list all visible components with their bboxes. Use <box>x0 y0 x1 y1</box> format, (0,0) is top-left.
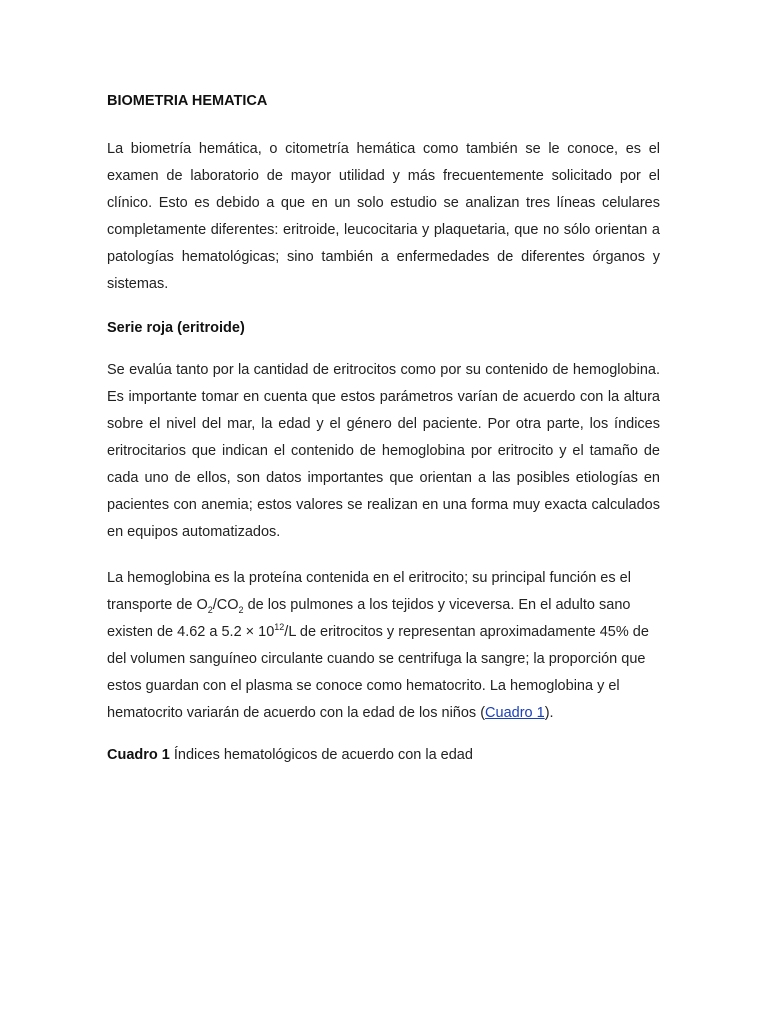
table-caption-label: Cuadro 1 <box>107 747 170 763</box>
intro-paragraph: La biometría hemática, o citometría hemática como también se le conoce, es el examen de laboratorio de mayor utilidad y más frecuentemente solicitado por el clínico. Esto es debido a que en un solo estudio se analizan tres líneas celulares completamente diferentes: eritroide, leucocitaria y plaquetaria, que no sólo orientan a patologías hematológicas; sino también a enfermedades de diferentes órganos y sistemas. <box>107 141 660 292</box>
section-heading: Serie roja (eritroide) <box>107 320 245 336</box>
o2-subscript: 2 <box>207 604 213 615</box>
hemoglobin-text-2: /CO <box>212 597 239 613</box>
exponent-superscript: 12 <box>274 622 285 633</box>
table-caption-text: Índices hematológicos de acuerdo con la edad <box>169 747 473 763</box>
hemoglobin-paragraph <box>107 565 660 727</box>
cuadro-1-link[interactable]: Cuadro 1 <box>485 705 545 721</box>
co2-subscript: 2 <box>238 604 244 615</box>
section-paragraph: Se evalúa tanto por la cantidad de eritrocitos como por su contenido de hemoglobina. Es importante tomar en cuenta que estos parámetros varían de acuerdo con la altura sobre el nivel del mar, la edad y el género del paciente. Por otra parte, los índices eritrocitarios que indican el contenido de hemoglobina por eritrocito y el tamaño de cada uno de ellos, son datos importantes que orientan a las posibles etiologías en pacientes con anemia; estos valores se realizan en una forma muy exacta calculados en equipos automatizados. <box>107 362 660 540</box>
hemoglobin-text-3: de los pulmones a los tejidos y viceversa. En el adulto sano existen de 4.62 a 5.2 × 10 <box>107 597 631 640</box>
document-title: BIOMETRIA HEMATICA <box>107 93 268 109</box>
hemoglobin-text-4: /L de eritrocitos y representan aproximadamente 45% de del volumen sanguíneo circulante cuando se centrifuga la sangre; la proporción que estos guardan con el plasma se conoce como hematocrito. La hemoglobina y el hematocrito variarán de acuerdo con la edad de los niños ( <box>107 624 649 721</box>
hemoglobin-text-1: La hemoglobina es la proteína contenida en el eritrocito; su principal función es el transporte de O <box>107 570 631 613</box>
hemoglobin-text-5: ). <box>544 705 554 721</box>
table-caption <box>107 746 660 764</box>
